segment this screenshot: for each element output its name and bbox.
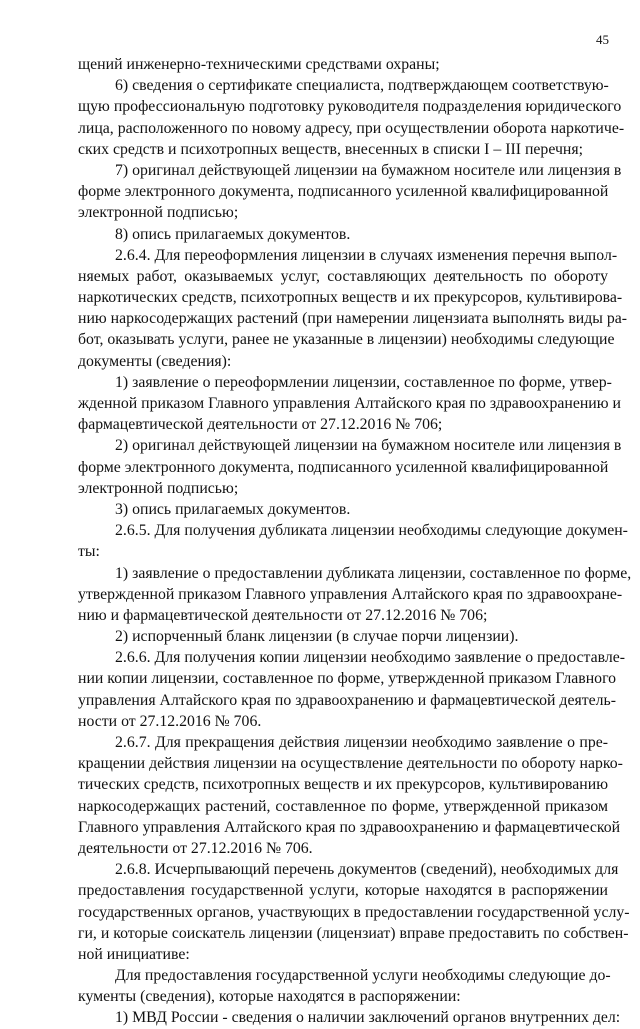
- text-line: щую профессиональную подготовку руководителя подразделения юридического: [78, 98, 622, 116]
- text-line: наркосодержащих растений, составленное по форме, утвержденной приказом: [78, 797, 608, 815]
- text-line: электронной подписью;: [78, 204, 239, 222]
- text-line: ги, и которые соискатель лицензии (лицензиат) вправе предоставить по собствен-: [78, 924, 629, 942]
- text-line: ты:: [78, 543, 100, 561]
- text-line: фармацевтической деятельности от 27.12.2016 № 706;: [78, 416, 443, 434]
- text-line: 1) заявление о предоставлении дубликата лицензии, составленное по форме,: [115, 564, 632, 582]
- text-line: утвержденной приказом Главного управления Алтайского края по здравоохране-: [78, 585, 623, 603]
- text-line: 1) МВД России - сведения о наличии заключений органов внутренних дел:: [115, 1009, 621, 1027]
- text-line: 2.6.4. Для переоформления лицензии в случаях изменения перечня выпол-: [115, 246, 618, 264]
- text-line: кращении действия лицензии на осуществление деятельности по обороту нарко-: [78, 755, 623, 773]
- text-line: ских средств и психотропных веществ, внесенных в списки I – III перечня;: [78, 140, 583, 158]
- text-line: Для предоставления государственной услуги необходимы следующие до-: [115, 967, 611, 985]
- text-line: наркотических средств, психотропных веществ и их прекурсоров, культивирова-: [78, 289, 623, 307]
- text-line: управления Алтайского края по здравоохранению и фармацевтической деятель-: [78, 691, 616, 709]
- text-line: 2.6.7. Для прекращения действия лицензии необходимо заявление о пре-: [115, 734, 608, 751]
- text-line: документы (сведения):: [78, 352, 232, 370]
- text-line: форме электронного документа, подписанного усиленной квалифицированной: [78, 458, 609, 476]
- text-line: ной инициативе:: [78, 945, 190, 963]
- text-line: 7) оригинал действующей лицензии на бумажном носителе или лицензия в: [115, 161, 622, 179]
- text-line: деятельности от 27.12.2016 № 706.: [78, 839, 313, 857]
- text-line: государственных органов, участвующих в предоставлении государственной услу-: [78, 903, 630, 921]
- text-line: бот, оказывать услуги, ранее не указанные в лицензии) необходимы следующие: [78, 331, 615, 349]
- text-line: нию и фармацевтической деятельности от 27.12.2016 № 706;: [78, 606, 488, 624]
- text-line: 2.6.6. Для получения копии лицензии необходимо заявление о предоставле-: [115, 649, 626, 667]
- text-line: предоставления государственной услуги, которые находятся в распоряжении: [78, 882, 608, 900]
- text-line: ности от 27.12.2016 № 706.: [78, 712, 262, 730]
- text-line: форме электронного документа, подписанного усиленной квалифицированной: [78, 183, 609, 201]
- text-line: Главного управления Алтайского края по здравоохранению и фармацевтической: [78, 818, 621, 836]
- text-line: нии копии лицензии, составленное по форме, утвержденной приказом Главного: [78, 670, 617, 688]
- text-line: жденной приказом Главного управления Алтайского края по здравоохранению и: [78, 395, 621, 412]
- text-line: 2.6.8. Исчерпывающий перечень документов (сведений), необходимых для: [115, 861, 619, 879]
- text-line: 2) оригинал действующей лицензии на бумажном носителе или лицензия в: [115, 437, 622, 455]
- text-line: 1) заявление о переоформлении лицензии, составленное по форме, утвер-: [115, 373, 612, 391]
- text-line: нию наркосодержащих растений (при намерении лицензиата выполнять виды ра-: [78, 310, 628, 328]
- text-line: тических средств, психотропных веществ и их прекурсоров, культивированию: [78, 776, 608, 794]
- body-text: [78, 54, 632, 1029]
- text-line: 8) опись прилагаемых документов.: [115, 225, 351, 243]
- text-line: няемых работ, оказываемых услуг, составляющих деятельность по обороту: [78, 267, 608, 285]
- text-line: 3) опись прилагаемых документов.: [115, 500, 351, 518]
- text-line: 2.6.5. Для получения дубликата лицензии необходимы следующие докумен-: [115, 522, 628, 540]
- text-line: кументы (сведения), которые находятся в распоряжении:: [78, 988, 461, 1006]
- text-line: лица, расположенного по новому адресу, при осуществлении оборота наркотиче-: [78, 119, 625, 137]
- text-line: 2) испорченный бланк лицензии (в случае порчи лицензии).: [115, 628, 519, 646]
- page-number: 45: [596, 32, 609, 47]
- text-line: щений инженерно-техническими средствами охраны;: [78, 56, 440, 73]
- text-line: электронной подписью;: [78, 479, 239, 497]
- text-line: 6) сведения о сертификате специалиста, подтверждающем соответствую-: [115, 77, 609, 95]
